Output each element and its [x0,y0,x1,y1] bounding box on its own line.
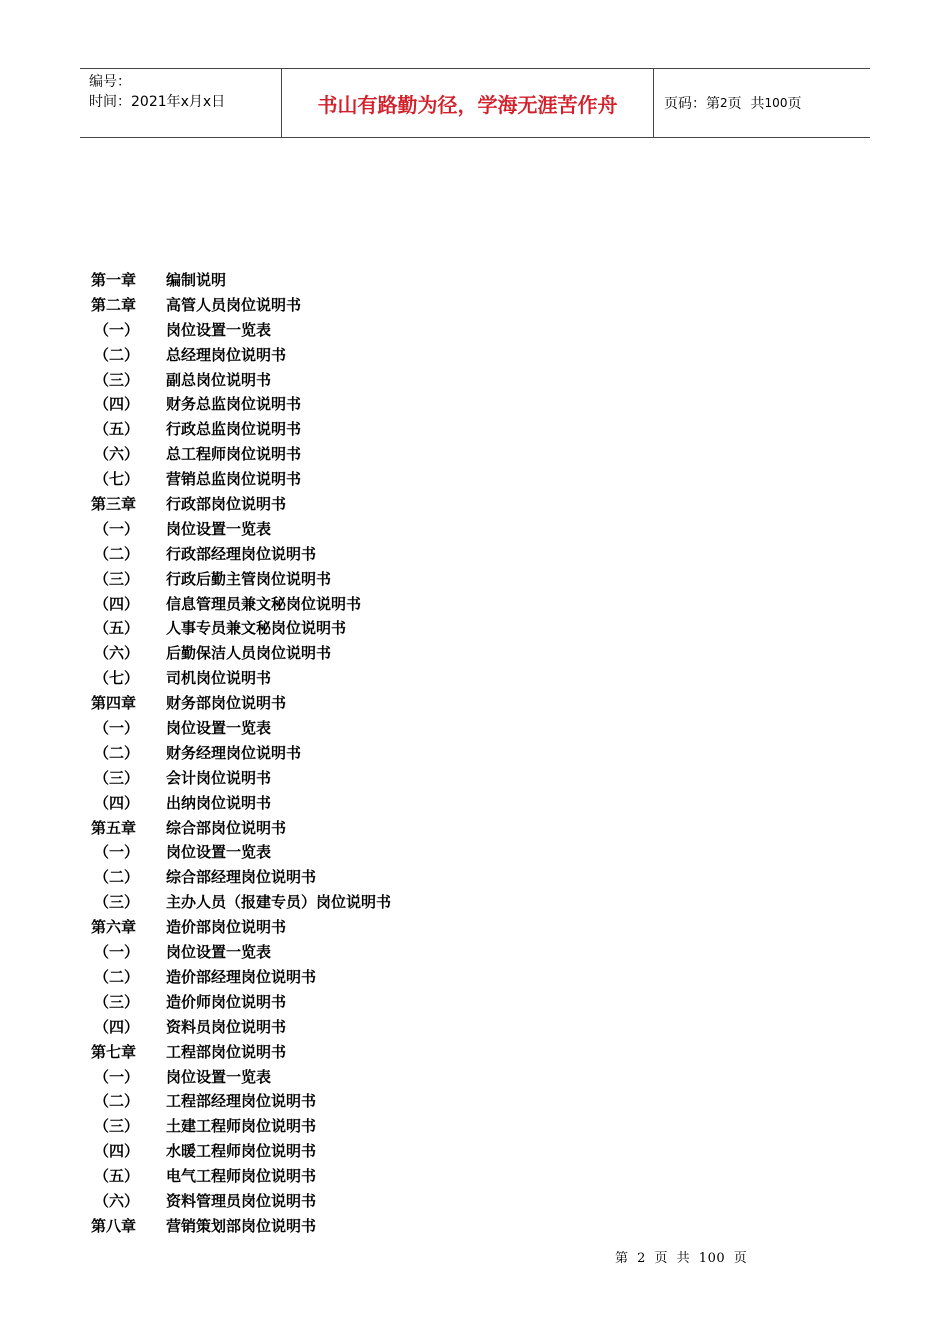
toc-entry-title: 岗位设置一览表 [166,719,272,738]
page-footer: 第 2 页 共 100 页 [615,1251,748,1266]
toc-entry[interactable] [91,616,391,641]
toc-entry-number: （四） [94,594,140,613]
toc-entry-title: 营销策划部岗位说明书 [166,1216,317,1235]
toc-entry-number: （一） [94,719,140,738]
toc-entry-title: 综合部经理岗位说明书 [166,868,317,887]
toc-entry[interactable] [91,293,391,318]
toc-entry[interactable] [91,666,391,691]
toc-entry-number: 第三章 [91,495,137,514]
toc-entry-title: 岗位设置一览表 [166,843,272,862]
toc-entry[interactable] [91,1040,391,1065]
toc-entry-number: （一） [94,1067,140,1086]
toc-entry-number: 第六章 [91,918,137,937]
toc-entry-number: （六） [94,1191,140,1210]
page-total: 100 [764,96,788,110]
toc-entry-number: （二） [94,868,140,887]
toc-entry[interactable] [91,343,391,368]
toc-entry-number: 第二章 [91,295,137,314]
toc-entry[interactable] [91,492,391,517]
toc-entry-title: 资料员岗位说明书 [166,1017,287,1036]
toc-entry-number: 第一章 [91,271,137,289]
toc-entry[interactable] [91,392,391,417]
toc-entry[interactable] [91,442,391,467]
toc-entry-number: （三） [94,992,140,1011]
toc-entry-number: （二） [94,1092,140,1111]
toc-entry[interactable] [91,741,391,766]
toc-entry-number: 第四章 [91,694,137,713]
toc-entry[interactable] [91,766,391,791]
toc-entry[interactable] [91,567,391,592]
toc-entry-number: （三） [94,1117,140,1136]
toc-entry-title: 造价部经理岗位说明书 [166,967,317,986]
toc-entry[interactable] [91,517,391,542]
toc-entry[interactable] [91,467,391,492]
toc-entry[interactable] [91,865,391,890]
toc-entry[interactable] [91,915,391,940]
toc-entry-title: 财务部岗位说明书 [166,694,287,713]
toc-entry-number: （六） [94,445,140,464]
toc-entry[interactable] [91,1114,391,1139]
toc-entry-number: （一） [94,943,140,962]
toc-entry[interactable] [91,716,391,741]
toc-entry[interactable] [91,542,391,567]
serial-label: 编号： [89,74,131,90]
toc-entry-title: 出纳岗位说明书 [166,793,272,812]
toc-entry-title: 编制说明 [166,271,227,289]
toc-entry-number: （六） [94,644,140,663]
toc-entry[interactable] [91,318,391,343]
toc-entry[interactable] [91,990,391,1015]
toc-entry-title: 行政部经理岗位说明书 [166,544,317,563]
toc-entry-title: 会计岗位说明书 [166,768,272,787]
page-end: 页 [787,96,802,112]
toc-entry-title: 岗位设置一览表 [166,320,272,339]
toc-entry-number: （五） [94,619,140,638]
toc-entry-number: （二） [94,345,140,364]
toc-entry[interactable] [91,368,391,393]
toc-entry-number: （三） [94,768,140,787]
toc-entry[interactable] [91,592,391,617]
toc-entry[interactable] [91,965,391,990]
page-header [80,68,870,138]
toc-entry-title: 行政部岗位说明书 [166,495,287,514]
toc-entry-title: 信息管理员兼文秘岗位说明书 [166,594,362,613]
toc-entry-number: （五） [94,420,140,439]
toc-entry-title: 水暖工程师岗位说明书 [166,1142,317,1161]
toc-entry-title: 主办人员（报建专员）岗位说明书 [166,893,392,912]
toc-entry[interactable] [91,1164,391,1189]
toc-entry[interactable] [91,816,391,841]
toc-entry-number: 第八章 [91,1216,137,1235]
toc-entry[interactable] [91,1015,391,1040]
toc-entry-title: 财务经理岗位说明书 [166,743,302,762]
toc-entry[interactable] [91,940,391,965]
toc-entry-number: （三） [94,893,140,912]
page-current: 2 [720,96,728,110]
toc-entry-number: （四） [94,1142,140,1161]
toc-entry-title: 工程部岗位说明书 [166,1042,287,1061]
toc-entry-title: 人事专员兼文秘岗位说明书 [166,619,347,638]
toc-entry-title: 岗位设置一览表 [166,943,272,962]
toc-entry-title: 电气工程师岗位说明书 [166,1167,317,1186]
toc-entry[interactable] [91,791,391,816]
toc-entry-title: 司机岗位说明书 [166,669,272,688]
page-mid: 页 共 [727,96,765,112]
toc-entry-number: （二） [94,743,140,762]
toc-entry-number: （七） [94,470,140,489]
toc-entry-number: （四） [94,793,140,812]
toc-entry[interactable] [91,1189,391,1214]
toc-entry-number: （七） [94,669,140,688]
toc-entry-title: 综合部岗位说明书 [166,818,287,837]
toc-entry-number: （二） [94,544,140,563]
toc-entry-title: 总经理岗位说明书 [166,345,287,364]
toc-entry-number: （一） [94,843,140,862]
toc-entry-title: 副总岗位说明书 [166,370,272,389]
header-meta [80,69,281,137]
toc-entry[interactable] [91,840,391,865]
toc-entry-number: 第七章 [91,1042,137,1061]
toc-entry[interactable] [91,1065,391,1090]
toc-entry-number: （二） [94,967,140,986]
toc-entry-title: 岗位设置一览表 [166,519,272,538]
toc-entry-title: 造价部岗位说明书 [166,918,287,937]
toc-entry-title: 后勤保洁人员岗位说明书 [166,644,332,663]
table-of-contents [91,268,391,1239]
toc-entry-title: 高管人员岗位说明书 [166,295,302,314]
toc-entry-title: 造价师岗位说明书 [166,992,287,1011]
toc-entry-title: 岗位设置一览表 [166,1067,272,1086]
toc-entry-title: 总工程师岗位说明书 [166,445,302,464]
header-page-info [654,69,870,137]
toc-entry-number: （一） [94,519,140,538]
toc-entry-number: （三） [94,370,140,389]
toc-entry-number: 第五章 [91,818,137,837]
toc-entry-title: 财务总监岗位说明书 [166,395,302,414]
toc-entry-number: （四） [94,395,140,414]
toc-entry-title: 行政总监岗位说明书 [166,420,302,439]
toc-entry[interactable] [91,641,391,666]
toc-entry-number: （五） [94,1167,140,1186]
toc-entry-title: 土建工程师岗位说明书 [166,1117,317,1136]
toc-entry-number: （四） [94,1017,140,1036]
toc-entry-title: 资料管理员岗位说明书 [166,1191,317,1210]
header-motto: 书山有路勤为径，学海无涯苦作舟 [281,69,654,137]
time-label: 时间：2021年x月x日 [89,94,226,110]
toc-entry-title: 营销总监岗位说明书 [166,470,302,489]
toc-entry[interactable] [91,268,391,293]
toc-entry-number: （三） [94,569,140,588]
page-label: 页码：第 [664,96,720,112]
toc-entry[interactable] [91,691,391,716]
toc-entry[interactable] [91,1139,391,1164]
toc-entry-number: （一） [94,320,140,339]
toc-entry-title: 行政后勤主管岗位说明书 [166,569,332,588]
toc-entry-title: 工程部经理岗位说明书 [166,1092,317,1111]
toc-entry[interactable] [91,417,391,442]
toc-entry[interactable] [91,1089,391,1114]
toc-entry[interactable] [91,890,391,915]
toc-entry[interactable] [91,1214,391,1239]
